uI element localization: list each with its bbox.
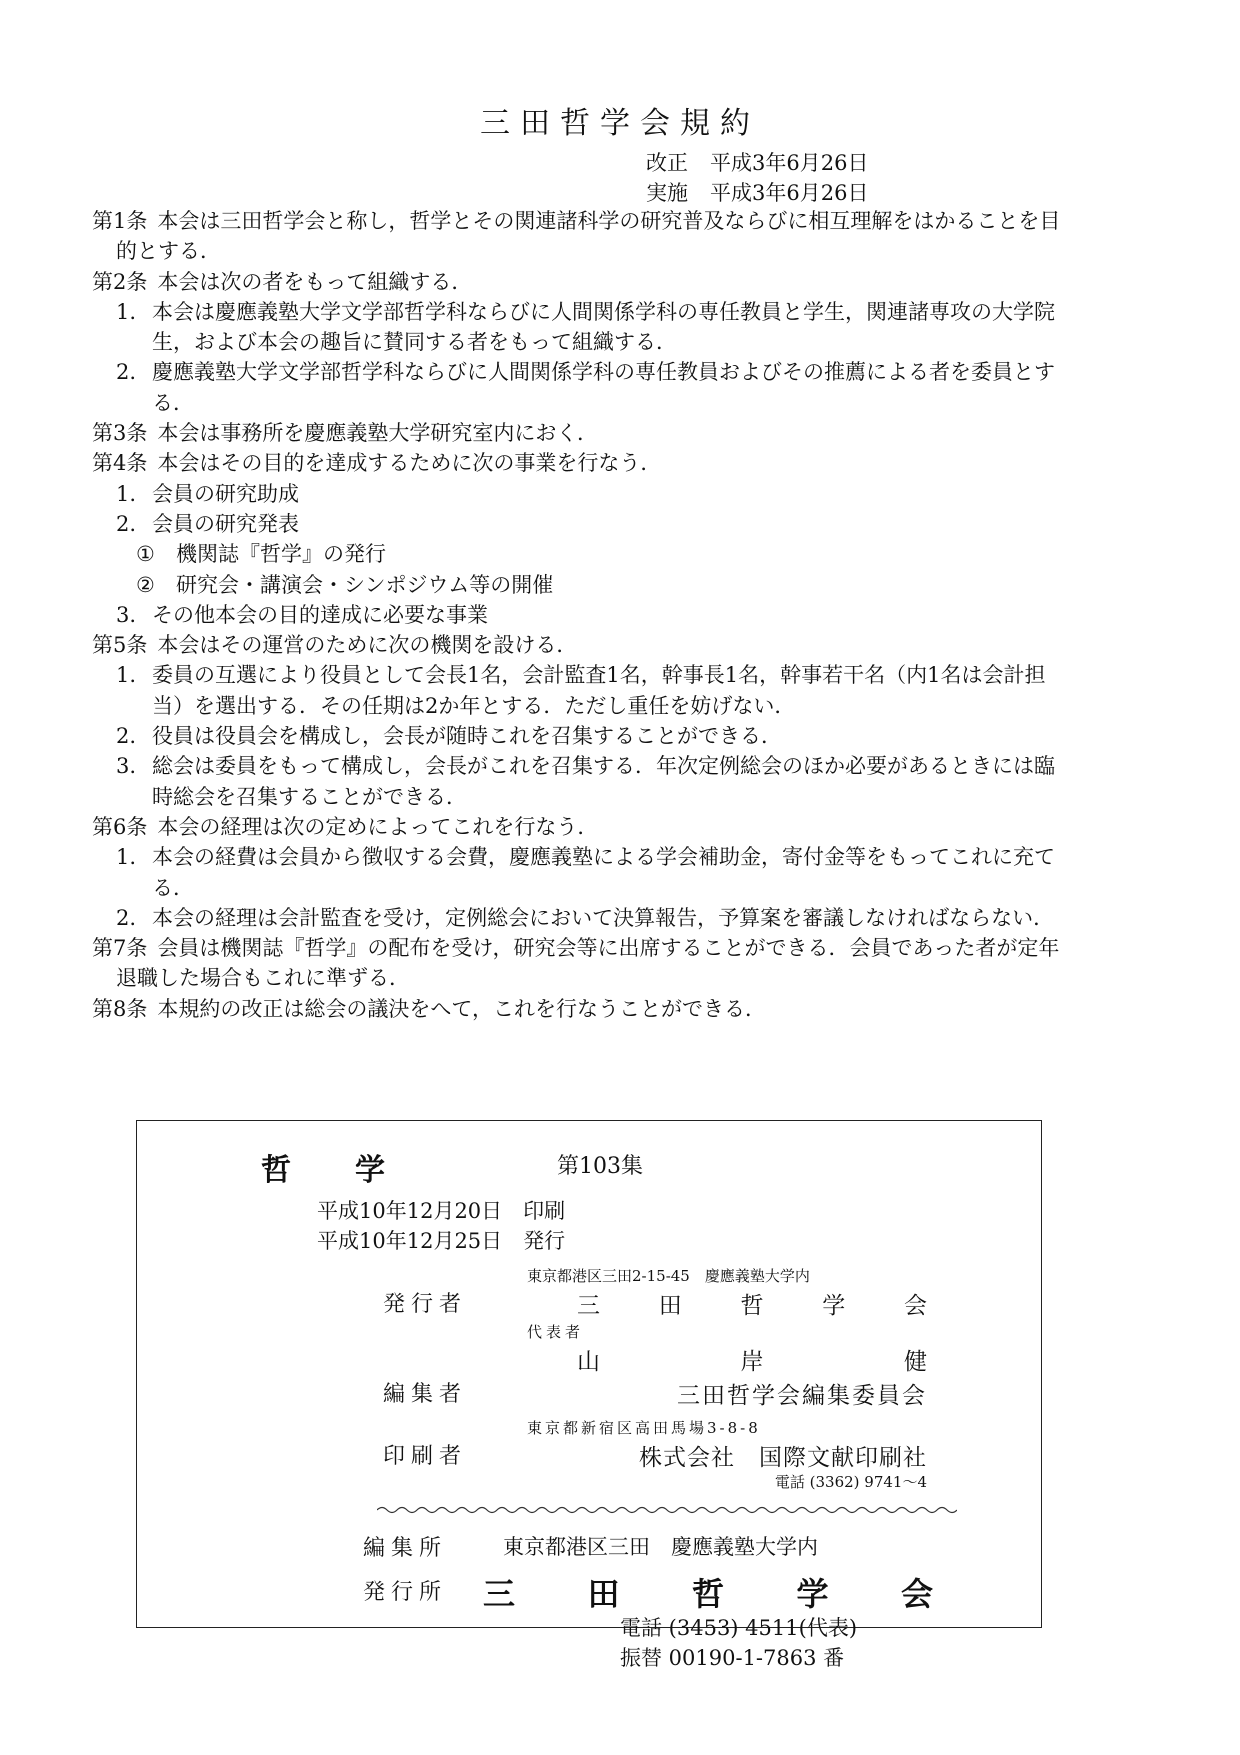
subitem-number: ②	[136, 572, 155, 597]
printer-phone: 電話 (3362) 9741～4	[774, 1473, 927, 1491]
article-text: 本会の経理は次の定めによってこれを行なう．	[157, 814, 599, 839]
item-text: 会員の研究発表	[152, 511, 299, 536]
issue-date: 平成10年12月25日 発行	[317, 1229, 566, 1253]
publishing-house-name: 三田哲学会	[483, 1575, 933, 1613]
article-number: 第1条	[92, 209, 148, 233]
item-number: 1.	[116, 481, 137, 506]
representative-name: 山岸健	[577, 1349, 927, 1375]
editorial-office-address: 東京都港区三田 慶應義塾大学内	[503, 1535, 818, 1559]
article-item	[92, 297, 1072, 358]
item-text: 本会は慶應義塾大学文学部哲学科ならびに人間関係学科の専任教員と学生，関連諸専攻の大学院生，および本会の趣旨に賛同する者をもって組織する．	[152, 299, 1055, 355]
article-number: 第6条	[92, 814, 148, 839]
item-text: 本会の経理は会計監査を受け，定例総会において決算報告，予算案を審議しなければならない．	[152, 905, 1055, 930]
article-number: 第3条	[92, 421, 148, 446]
enforced-row	[646, 178, 868, 208]
revised-row	[646, 148, 868, 178]
article	[92, 812, 1072, 842]
article	[92, 933, 1072, 994]
article-text: 本会はその運営のために次の機関を設ける．	[157, 633, 578, 658]
editor-name: 三田哲学会編集委員会	[677, 1383, 927, 1409]
article	[92, 448, 1072, 478]
article-item	[92, 600, 1072, 630]
item-number: 1.	[116, 299, 137, 324]
article-text: 本会は三田哲学会と称し，哲学とその関連諸科学の研究普及ならびに相互理解をはかることを目的とする．	[116, 209, 1061, 264]
volume-number: 第103集	[557, 1154, 643, 1179]
article-number: 第8条	[92, 996, 148, 1021]
article-item	[92, 509, 1072, 539]
enforced-value: 平成3年6月26日	[710, 181, 869, 205]
item-text: 本会の経費は会員から徴収する会費，慶應義塾による学会補助金，寄付金等をもってこれに充てる．	[152, 845, 1055, 900]
article-text: 会員は機関誌『哲学』の配布を受け，研究会等に出席することができる．会員であった者が定年退職した場合もこれに準ずる．	[116, 936, 1060, 991]
article	[92, 418, 1072, 448]
item-text: 委員の互選により役員として会長1名，会計監査1名，幹事長1名，幹事若干名（内1名は会計担当）を選出する．その任期は2か年とする．ただし重任を妨げない．	[152, 663, 1046, 718]
printer-label: 印刷者	[383, 1444, 468, 1469]
article-text: 本規約の改正は総会の議決をへて，これを行なうことができる．	[157, 996, 766, 1021]
subitem-text: 機関誌『哲学』の発行	[176, 542, 386, 567]
article-item	[92, 903, 1072, 933]
colophon-box	[136, 1120, 1042, 1628]
article-text: 本会は次の者をもって組織する．	[157, 269, 473, 294]
article-subitem	[92, 539, 1072, 569]
editorial-office-label: 編集所	[363, 1536, 448, 1561]
item-number: 2.	[116, 511, 137, 536]
article-item	[92, 357, 1072, 418]
article-item	[92, 751, 1072, 812]
subitem-text: 研究会・講演会・シンポジウム等の開催	[176, 572, 554, 597]
item-text: 会員の研究助成	[152, 481, 299, 506]
publishing-house-label: 発行所	[363, 1580, 448, 1605]
article-list	[92, 206, 1072, 1024]
item-number: 3.	[116, 754, 137, 779]
article-item	[92, 660, 1072, 721]
article-item	[92, 842, 1072, 903]
article	[92, 630, 1072, 660]
article-text: 本会はその目的を達成するために次の事業を行なう．	[157, 451, 662, 476]
publisher-name: 三田哲学会	[577, 1293, 927, 1319]
printer-name: 株式会社 国際文献印刷社	[639, 1445, 927, 1471]
item-text: 総会は委員をもって構成し，会長がこれを召集する．年次定例総会のほか必要があるときには臨時総会を召集することができる．	[152, 754, 1055, 809]
publisher-address: 東京都港区三田2-15-45 慶應義塾大学内	[527, 1267, 810, 1285]
revision-dates	[646, 148, 868, 208]
publishing-house-phone: 電話 (3453) 4511(代表)	[620, 1616, 858, 1640]
postal-transfer-account: 振替 00190-1-7863 番	[620, 1646, 845, 1670]
article-item	[92, 479, 1072, 509]
publisher-label: 発行者	[383, 1292, 468, 1317]
article-number: 第7条	[92, 936, 148, 961]
wavy-line	[377, 1508, 957, 1513]
item-number: 3.	[116, 602, 137, 627]
article-number: 第4条	[92, 451, 148, 476]
representative-label: 代表者	[527, 1323, 585, 1341]
article-text: 本会は事務所を慶應義塾大学研究室内におく．	[157, 421, 598, 446]
item-number: 1.	[116, 845, 137, 870]
item-text: 役員は役員会を構成し，会長が随時これを召集することができる．	[152, 724, 782, 749]
article-number: 第5条	[92, 633, 148, 658]
item-number: 2.	[116, 724, 137, 749]
printer-address: 東京都新宿区高田馬場3-8-8	[527, 1419, 761, 1437]
journal-name: 哲学	[261, 1153, 449, 1188]
page-title: 三田哲学会規約	[480, 106, 760, 141]
item-number: 2.	[116, 905, 137, 930]
article-subitem	[92, 570, 1072, 600]
article-number: 第2条	[92, 269, 148, 294]
article-item	[92, 721, 1072, 751]
item-number: 1.	[116, 663, 137, 688]
editor-label: 編集者	[383, 1382, 468, 1407]
print-date: 平成10年12月20日 印刷	[317, 1199, 566, 1223]
article	[92, 206, 1072, 267]
article	[92, 267, 1072, 297]
revised-value: 平成3年6月26日	[710, 151, 869, 175]
item-number: 2.	[116, 360, 137, 385]
item-text: その他本会の目的達成に必要な事業	[152, 602, 488, 627]
wavy-divider	[377, 1505, 957, 1515]
article	[92, 994, 1072, 1024]
subitem-number: ①	[136, 542, 155, 567]
enforced-label: 実施	[646, 181, 688, 205]
revised-label: 改正	[646, 151, 688, 175]
item-text: 慶應義塾大学文学部哲学科ならびに人間関係学科の専任教員およびその推薦による者を委員とする．	[152, 360, 1055, 415]
